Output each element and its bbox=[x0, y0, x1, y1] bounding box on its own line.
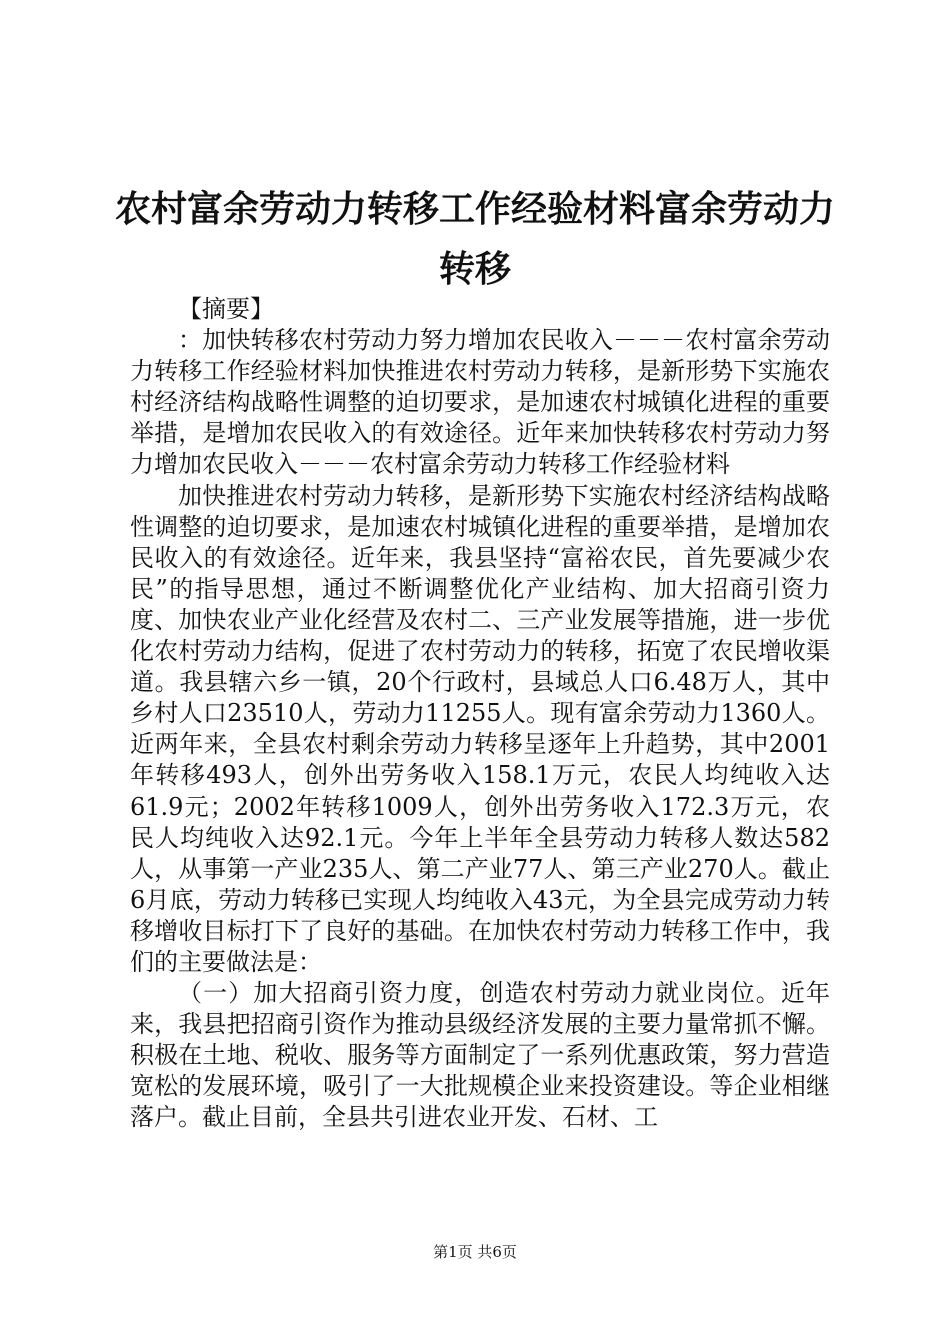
title-line-2: 转移 bbox=[438, 249, 511, 290]
document-title bbox=[100, 180, 850, 300]
abstract-label: 【摘要】 bbox=[178, 295, 274, 323]
paragraph-2: （一）加大招商引资力度，创造农村劳动力就业岗位。近年来，我县把招商引资作为推动县级经济发展的主要力量常抓不懈。积极在土地、税收、服务等方面制定了一系列优惠政策，努力营造宽松的发展环境，吸引了一大批规模企业来投资建设。等企业相继落户。截止目前，全县共引进农业开发、石材、工 bbox=[130, 979, 830, 1132]
paragraph-1: 加快推进农村劳动力转移，是新形势下实施农村经济结构战略性调整的迫切要求，是加速农村城镇化进程的重要举措，是增加农民收入的有效途径。近年来，我县坚持“富裕农民，首先要减少农民”的指导思想，通过不断调整优化产业结构、加大招商引资力度、加快农业产业化经营及农村二、三产业发展等措施，进一步优化农村劳动力结构，促进了农村劳动力的转移，拓宽了农民增收渠道。我县辖六乡一镇，20个行政村，县域总人口6.48万人，其中乡村人口23510人，劳动力11255人。现有富余劳动力1360人。近两年来，全县农村剩余劳动力转移呈逐年上升趋势，其中2001年转移493人，创外出劳务收入158.1万元，农民人均纯收入达61.9元；2002年转移1009人，创外出劳务收入172.3万元，农民人均纯收入达92.1元。今年上半年全县劳动力转移人数达582人，从事第一产业235人、第二产业77人、第三产业270人。截止6月底，劳动力转移已实现人均纯收入43元，为全县完成劳动力转移增收目标打下了良好的基础。在加快农村劳动力转移工作中，我们的主要做法是： bbox=[130, 481, 830, 976]
title-line-1: 农村富余劳动力转移工作经验材料富余劳动力 bbox=[114, 189, 835, 230]
abstract-text: ：加快转移农村劳动力努力增加农民收入－－－农村富余劳动力转移工作经验材料加快推进农村劳动力转移，是新形势下实施农村经济结构战略性调整的迫切要求，是加速农村城镇化进程的重要举措，是增加农民收入的有效途径。近年来加快转移农村劳动力努力增加农民收入－－－农村富余劳动力转移工作经验材料 bbox=[130, 326, 830, 479]
document-body bbox=[130, 294, 830, 1134]
page-footer bbox=[0, 1242, 950, 1262]
page-indicator: 第1页 共6页 bbox=[433, 1243, 517, 1261]
